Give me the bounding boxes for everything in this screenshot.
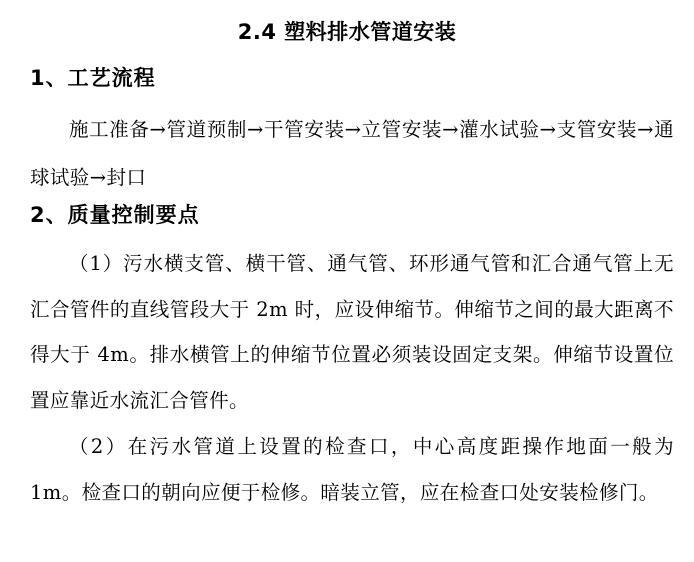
section-heading-quality: 2、质量控制要点 xyxy=(30,203,200,227)
section-heading-process: 1、工艺流程 xyxy=(30,66,156,90)
paragraph-quality-point-2: （2）在污水管道上设置的检查口，中心高度距操作地面一般为 1m。检查口的朝向应便于检修。暗装立管，应在检查口处安装检修门。 xyxy=(30,435,674,504)
paragraph-process-flow: 施工准备→管道预制→干管安装→立管安装→灌水试验→支管安装→通球试验→封口 xyxy=(30,118,674,189)
document-title: 2.4 塑料排水管道安装 xyxy=(237,20,457,44)
paragraph-quality-point-1: （1）污水横支管、横干管、通气管、环形通气管和汇合通气管上无汇合管件的直线管段大于 2m 时，应设伸缩节。伸缩节之间的最大距离不得大于 4m。排水横管上的伸缩节位置必须装设固定支架。伸缩节设置位置应靠近水流汇合管件。 xyxy=(30,252,674,412)
